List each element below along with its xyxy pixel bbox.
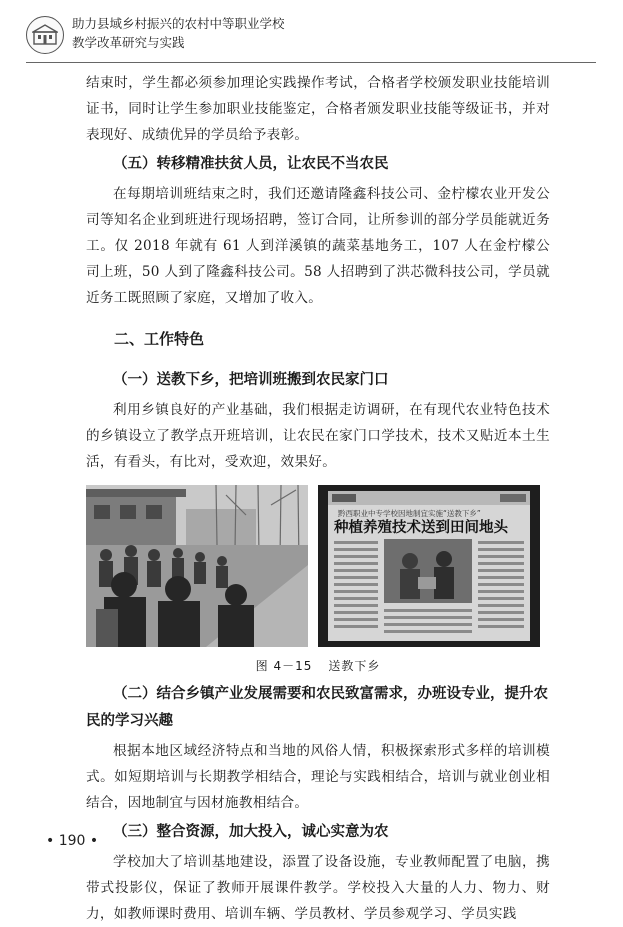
page-body: [86, 70, 550, 927]
header-divider: [26, 62, 596, 63]
figure-photos: [86, 485, 550, 649]
subheading-5: （五）转移精准扶贫人员，让农民不当农民: [113, 156, 389, 172]
field-training-photo: [86, 485, 308, 647]
paragraph-village-teaching: 利用乡镇良好的产业基础，我们根据走访调研，在有现代农业特色技术的乡镇设立了教学点开班培训，让农民在家门口学技术，技术又贴近本土生活，有看头，有比对，受欢迎，效果好。: [86, 402, 550, 470]
paragraph-investment: 学校加大了培训基地建设，添置了设备设施，专业教师配置了电脑，携带式投影仪，保证了教师开展课件教学。学校投入大量的人力、物力、财力，如教师课时费用、培训车辆、学员教材、学员参观学习、学员实践: [86, 854, 550, 922]
figure-number: 图 4－15: [255, 659, 313, 673]
newspaper-kicker: 黔西职业中专学校因地制宜实施“送教下乡”: [338, 509, 481, 518]
running-header: [26, 14, 596, 60]
book-title-line1: 助力县域乡村振兴的农村中等职业学校: [72, 16, 285, 31]
newspaper-headline: 种植养殖技术送到田间地头: [334, 520, 508, 536]
paragraph-training-modes: 根据本地区域经济特点和当地的风俗人情，积极探索形式多样的培训模式。如短期培训与长期教学相结合，理论与实践相结合，培训与就业创业相结合，因地制宜与因材施教相结合。: [86, 743, 550, 811]
newspaper-clipping-photo: [318, 485, 540, 647]
page-number: • 190 •: [46, 833, 99, 849]
subheading-3: （三）整合资源，加大投入，诚心实意为农: [113, 824, 389, 840]
school-logo-icon: [26, 16, 64, 54]
book-title: [72, 14, 285, 52]
figure-title: 送教下乡: [328, 659, 381, 673]
subheading-1: （一）送教下乡，把培训班搬到农民家门口: [113, 372, 389, 388]
figure-caption: [86, 657, 550, 675]
book-title-line2: 教学改革研究与实践: [72, 35, 185, 50]
paragraph-continuation: 结束时，学生都必须参加理论实践操作考试，合格者学校颁发职业技能培训证书，同时让学生参加职业技能鉴定，合格者颁发职业技能等级证书，并对表现好、成绩优异的学员给予表彰。: [86, 75, 550, 143]
paragraph-recruitment: 在每期培训班结束之时，我们还邀请隆鑫科技公司、金柠檬农业开发公司等知名企业到班进行现场招聘，签订合同，让所参训的部分学员能就近务工。仅 2018 年就有 61 人到洋溪镇的蔬菜基地务工，107 人在金柠檬公司上班，50 人到了隆鑫科技公司。58 人招聘到了洪芯微科技公司，学员就近务工既照顾了家庭，又增加了收入。: [86, 186, 550, 306]
section-heading: 二、工作特色: [114, 330, 205, 348]
subheading-2: （二）结合乡镇产业发展需要和农民致富需求，办班设专业，提升农民的学习兴趣: [86, 686, 548, 729]
